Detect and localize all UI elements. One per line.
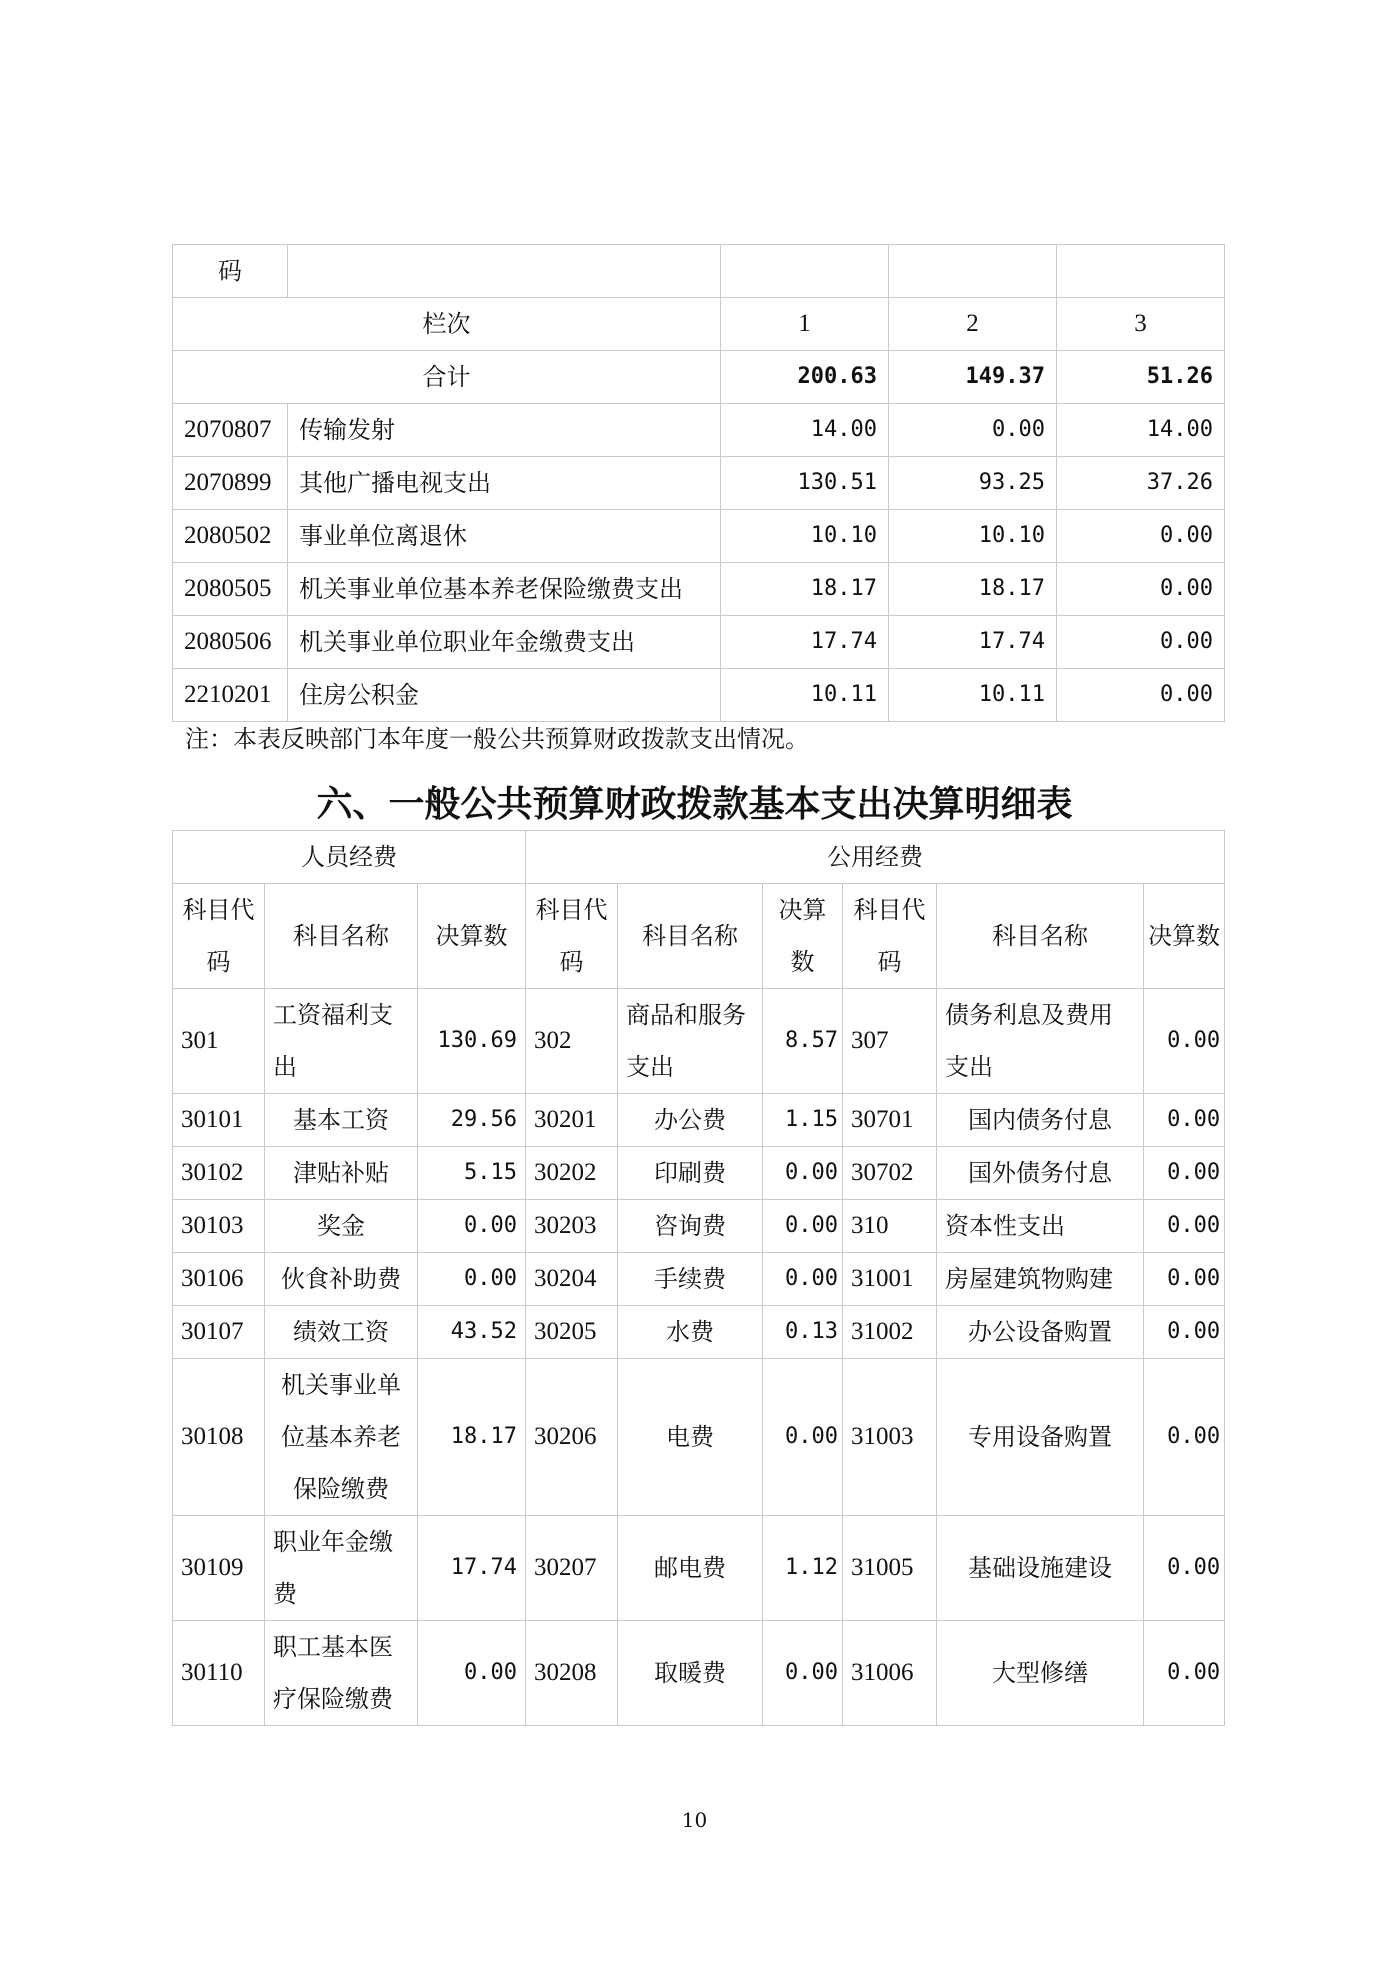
table-row	[173, 457, 1225, 510]
table-row	[173, 1621, 1225, 1726]
subject-code: 30202	[526, 1147, 618, 1200]
column-index: 1	[721, 298, 889, 351]
header-code: 科目代码	[526, 884, 618, 989]
header-amount: 决算数	[763, 884, 843, 989]
header-amount: 决算数	[1144, 884, 1225, 989]
subject-name: 其他广播电视支出	[288, 457, 721, 510]
subject-name: 机关事业单位职业年金缴费支出	[288, 616, 721, 669]
amount: 0.00	[418, 1253, 526, 1306]
subject-name: 债务利息及费用支出	[937, 989, 1144, 1094]
expenditure-table	[172, 244, 1225, 722]
amount: 0.00	[1144, 1094, 1225, 1147]
table-row	[173, 1516, 1225, 1621]
subject-name: 津贴补贴	[265, 1147, 418, 1200]
amount: 14.00	[1057, 404, 1225, 457]
subject-code: 30208	[526, 1621, 618, 1726]
subject-code: 30206	[526, 1359, 618, 1516]
table-row	[173, 404, 1225, 457]
subject-name: 取暖费	[618, 1621, 763, 1726]
subject-name: 商品和服务支出	[618, 989, 763, 1094]
amount: 0.00	[1057, 510, 1225, 563]
header-code-partial: 码	[173, 245, 288, 298]
subject-code: 2070899	[173, 457, 288, 510]
subject-code: 30101	[173, 1094, 265, 1147]
table-row	[173, 1306, 1225, 1359]
header-code: 科目代码	[173, 884, 265, 989]
table1-header-row	[173, 245, 1225, 298]
amount: 17.74	[889, 616, 1057, 669]
amount: 0.00	[889, 404, 1057, 457]
column-index: 2	[889, 298, 1057, 351]
subject-name: 机关事业单位基本养老保险缴费	[265, 1359, 418, 1516]
amount: 0.00	[1144, 1359, 1225, 1516]
total-label: 合计	[173, 351, 721, 404]
amount: 43.52	[418, 1306, 526, 1359]
basic-expenditure-detail-table	[172, 830, 1225, 1726]
subject-name: 奖金	[265, 1200, 418, 1253]
subject-name: 基础设施建设	[937, 1516, 1144, 1621]
amount: 29.56	[418, 1094, 526, 1147]
table-row	[173, 563, 1225, 616]
amount: 0.00	[1144, 1516, 1225, 1621]
subject-name: 房屋建筑物购建	[937, 1253, 1144, 1306]
amount: 0.00	[418, 1621, 526, 1726]
subject-code: 30108	[173, 1359, 265, 1516]
amount: 5.15	[418, 1147, 526, 1200]
header-name: 科目名称	[618, 884, 763, 989]
subject-name: 资本性支出	[937, 1200, 1144, 1253]
header-name: 科目名称	[265, 884, 418, 989]
amount: 17.74	[721, 616, 889, 669]
group-personnel: 人员经费	[173, 831, 526, 884]
subject-code: 30702	[843, 1147, 937, 1200]
amount: 37.26	[1057, 457, 1225, 510]
column-header-row	[173, 884, 1225, 989]
table-row	[173, 1359, 1225, 1516]
subject-code: 30204	[526, 1253, 618, 1306]
subject-name: 事业单位离退休	[288, 510, 721, 563]
amount: 130.69	[418, 989, 526, 1094]
subject-name: 基本工资	[265, 1094, 418, 1147]
table-row	[173, 510, 1225, 563]
group-header-row	[173, 831, 1225, 884]
column-index-label: 栏次	[173, 298, 721, 351]
section-title: 六、一般公共预算财政拨款基本支出决算明细表	[316, 784, 1073, 825]
subject-code: 31003	[843, 1359, 937, 1516]
amount: 0.00	[1144, 1253, 1225, 1306]
amount: 130.51	[721, 457, 889, 510]
subject-name: 绩效工资	[265, 1306, 418, 1359]
amount: 18.17	[721, 563, 889, 616]
subject-code: 2070807	[173, 404, 288, 457]
header-name: 科目名称	[937, 884, 1144, 989]
amount: 1.15	[763, 1094, 843, 1147]
total-value: 200.63	[721, 351, 889, 404]
subject-code: 31001	[843, 1253, 937, 1306]
subject-code: 301	[173, 989, 265, 1094]
subject-code: 2080505	[173, 563, 288, 616]
subject-code: 310	[843, 1200, 937, 1253]
subject-code: 2080502	[173, 510, 288, 563]
subject-code: 307	[843, 989, 937, 1094]
subject-name: 电费	[618, 1359, 763, 1516]
subject-name: 传输发射	[288, 404, 721, 457]
subject-name: 国外债务付息	[937, 1147, 1144, 1200]
subject-name: 机关事业单位基本养老保险缴费支出	[288, 563, 721, 616]
subject-code: 30207	[526, 1516, 618, 1621]
amount: 0.00	[1144, 1621, 1225, 1726]
subject-code: 30701	[843, 1094, 937, 1147]
amount: 10.11	[721, 669, 889, 722]
total-value: 51.26	[1057, 351, 1225, 404]
table-row	[173, 669, 1225, 722]
amount: 0.00	[763, 1200, 843, 1253]
amount: 0.00	[763, 1621, 843, 1726]
subject-code: 30110	[173, 1621, 265, 1726]
subject-code: 30205	[526, 1306, 618, 1359]
amount: 8.57	[763, 989, 843, 1094]
subject-code: 31005	[843, 1516, 937, 1621]
amount: 0.00	[763, 1147, 843, 1200]
subject-name: 邮电费	[618, 1516, 763, 1621]
amount: 0.13	[763, 1306, 843, 1359]
subject-code: 2210201	[173, 669, 288, 722]
table-row	[173, 1200, 1225, 1253]
amount: 0.00	[1144, 1200, 1225, 1253]
subject-code: 30109	[173, 1516, 265, 1621]
subject-name: 住房公积金	[288, 669, 721, 722]
amount: 93.25	[889, 457, 1057, 510]
page-number: 10	[681, 1808, 708, 1832]
subject-name: 伙食补助费	[265, 1253, 418, 1306]
table-row	[173, 1147, 1225, 1200]
table-row	[173, 989, 1225, 1094]
amount: 14.00	[721, 404, 889, 457]
subject-name: 印刷费	[618, 1147, 763, 1200]
header-code: 科目代码	[843, 884, 937, 989]
amount: 17.74	[418, 1516, 526, 1621]
amount: 0.00	[1144, 989, 1225, 1094]
subject-name: 职工基本医疗保险缴费	[265, 1621, 418, 1726]
subject-name: 国内债务付息	[937, 1094, 1144, 1147]
subject-code: 30106	[173, 1253, 265, 1306]
amount: 0.00	[418, 1200, 526, 1253]
subject-code: 30201	[526, 1094, 618, 1147]
subject-code: 2080506	[173, 616, 288, 669]
subject-code: 30203	[526, 1200, 618, 1253]
subject-code: 31006	[843, 1621, 937, 1726]
subject-name: 咨询费	[618, 1200, 763, 1253]
subject-code: 30102	[173, 1147, 265, 1200]
subject-name: 专用设备购置	[937, 1359, 1144, 1516]
table1-total-row	[173, 351, 1225, 404]
table-note: 注：本表反映部门本年度一般公共预算财政拨款支出情况。	[185, 725, 809, 753]
subject-name: 工资福利支出	[265, 989, 418, 1094]
amount: 10.11	[889, 669, 1057, 722]
table1-index-row	[173, 298, 1225, 351]
subject-name: 大型修缮	[937, 1621, 1144, 1726]
amount: 0.00	[1057, 563, 1225, 616]
amount: 0.00	[1057, 616, 1225, 669]
table-row	[173, 1094, 1225, 1147]
header-amount: 决算数	[418, 884, 526, 989]
subject-code: 31002	[843, 1306, 937, 1359]
subject-name: 水费	[618, 1306, 763, 1359]
amount: 10.10	[721, 510, 889, 563]
subject-code: 30107	[173, 1306, 265, 1359]
amount: 0.00	[1144, 1306, 1225, 1359]
subject-name: 办公费	[618, 1094, 763, 1147]
group-public: 公用经费	[526, 831, 1225, 884]
table-row	[173, 1253, 1225, 1306]
amount: 18.17	[418, 1359, 526, 1516]
subject-name: 办公设备购置	[937, 1306, 1144, 1359]
amount: 0.00	[763, 1253, 843, 1306]
amount: 18.17	[889, 563, 1057, 616]
amount: 0.00	[1144, 1147, 1225, 1200]
subject-name: 职业年金缴费	[265, 1516, 418, 1621]
amount: 0.00	[1057, 669, 1225, 722]
amount: 10.10	[889, 510, 1057, 563]
subject-name: 手续费	[618, 1253, 763, 1306]
amount: 0.00	[763, 1359, 843, 1516]
subject-code: 302	[526, 989, 618, 1094]
amount: 1.12	[763, 1516, 843, 1621]
column-index: 3	[1057, 298, 1225, 351]
table-row	[173, 616, 1225, 669]
total-value: 149.37	[889, 351, 1057, 404]
subject-code: 30103	[173, 1200, 265, 1253]
